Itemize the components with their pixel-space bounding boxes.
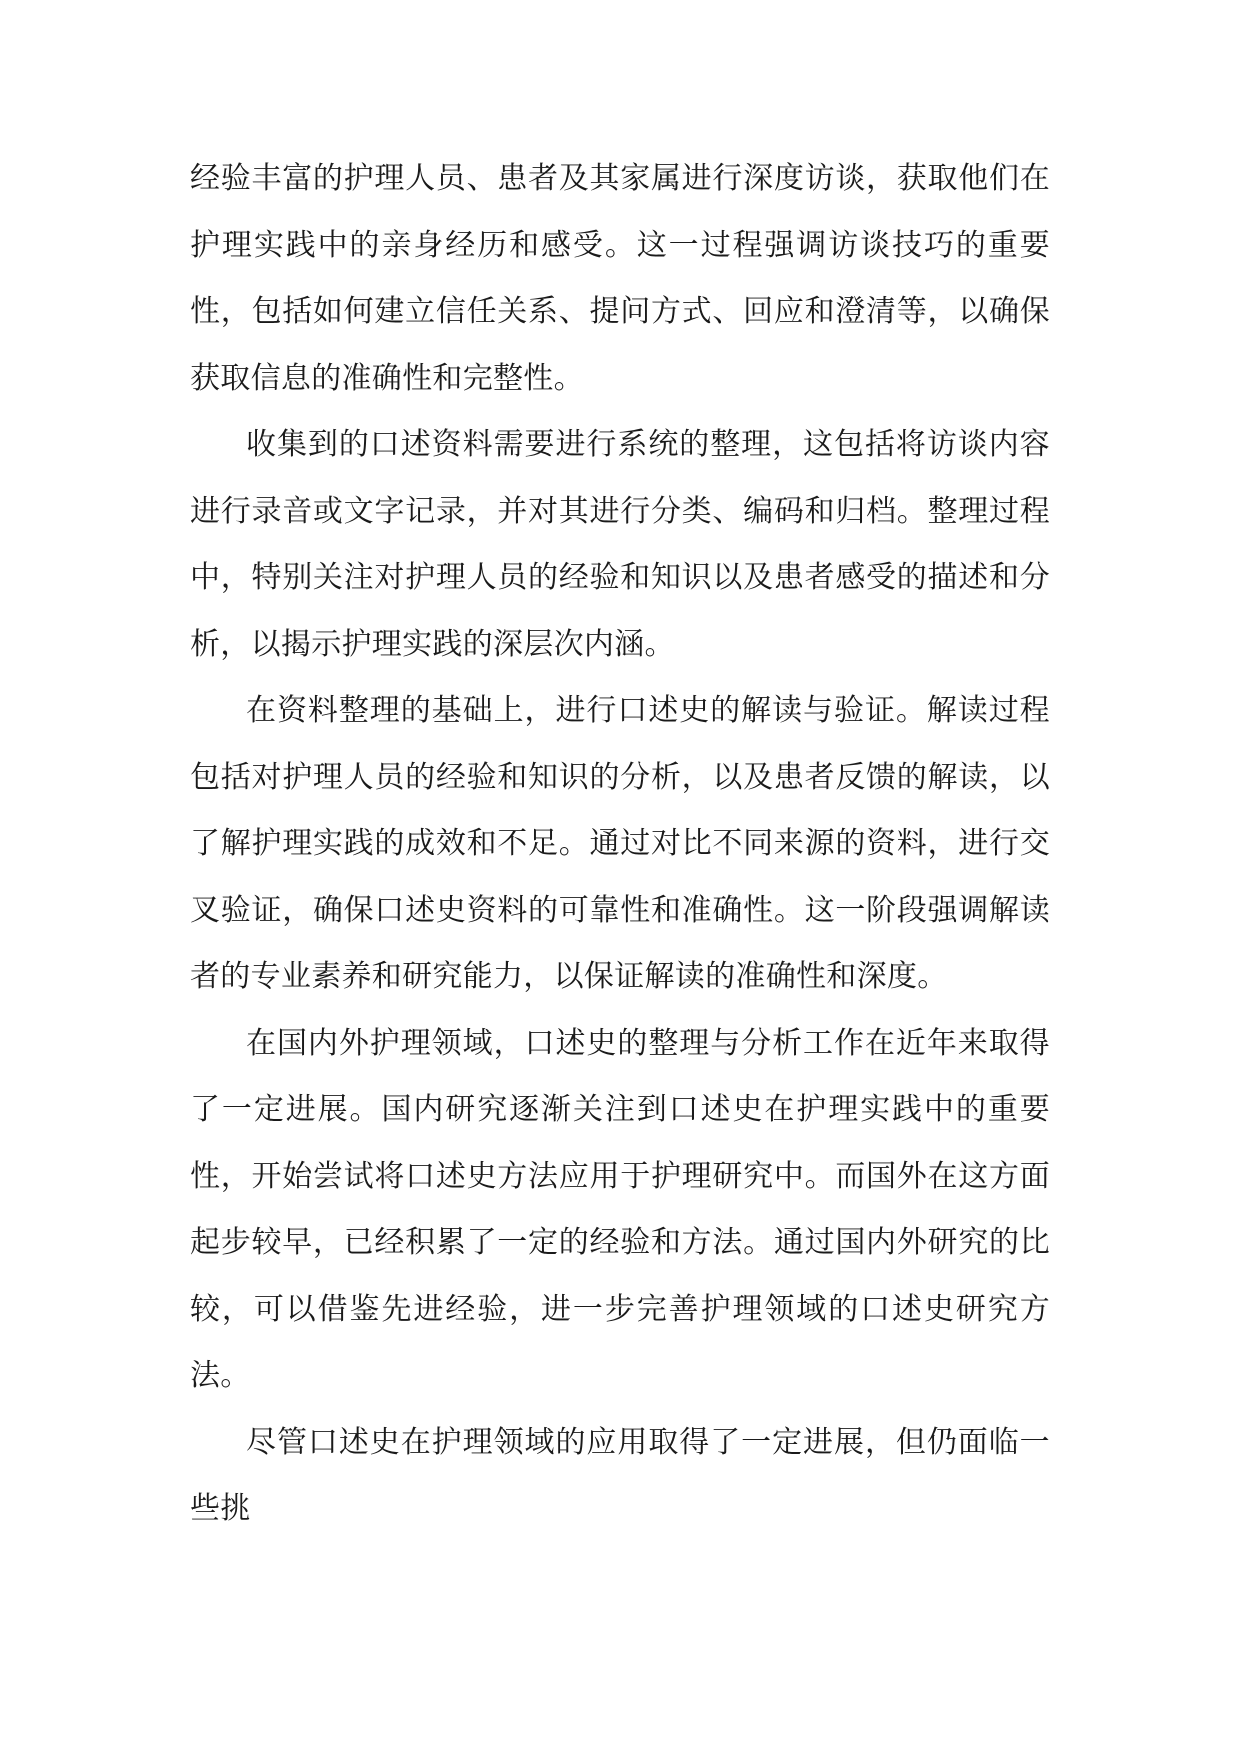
paragraph: 在国内外护理领域，口述史的整理与分析工作在近年来取得了一定进展。国内研究逐渐关注到口述史在护理实践中的重要性，开始尝试将口述史方法应用于护理研究中。而国外在这方面起步较早，已经积累了一定的经验和方法。通过国内外研究的比较，可以借鉴先进经验，进一步完善护理领域的口述史研究方法。 <box>190 1025 1050 1393</box>
paragraph: 经验丰富的护理人员、患者及其家属进行深度访谈，获取他们在护理实践中的亲身经历和感受。这一过程强调访谈技巧的重要性，包括如何建立信任关系、提问方式、回应和澄清等，以确保获取信息的准确性和完整性。 <box>190 161 1050 396</box>
paragraph: 收集到的口述资料需要进行系统的整理，这包括将访谈内容进行录音或文字记录，并对其进行分类、编码和归档。整理过程中，特别关注对护理人员的经验和知识以及患者感受的描述和分析，以揭示护理实践的深层次内涵。 <box>190 427 1050 662</box>
body-text <box>190 146 1050 1543</box>
paragraph: 在资料整理的基础上，进行口述史的解读与验证。解读过程包括对护理人员的经验和知识的分析，以及患者反馈的解读，以了解护理实践的成效和不足。通过对比不同来源的资料，进行交叉验证，确保口述史资料的可靠性和准确性。这一阶段强调解读者的专业素养和研究能力，以保证解读的准确性和深度。 <box>190 693 1050 994</box>
paragraph: 尽管口述史在护理领域的应用取得了一定进展，但仍面临一些挑 <box>190 1424 1050 1526</box>
